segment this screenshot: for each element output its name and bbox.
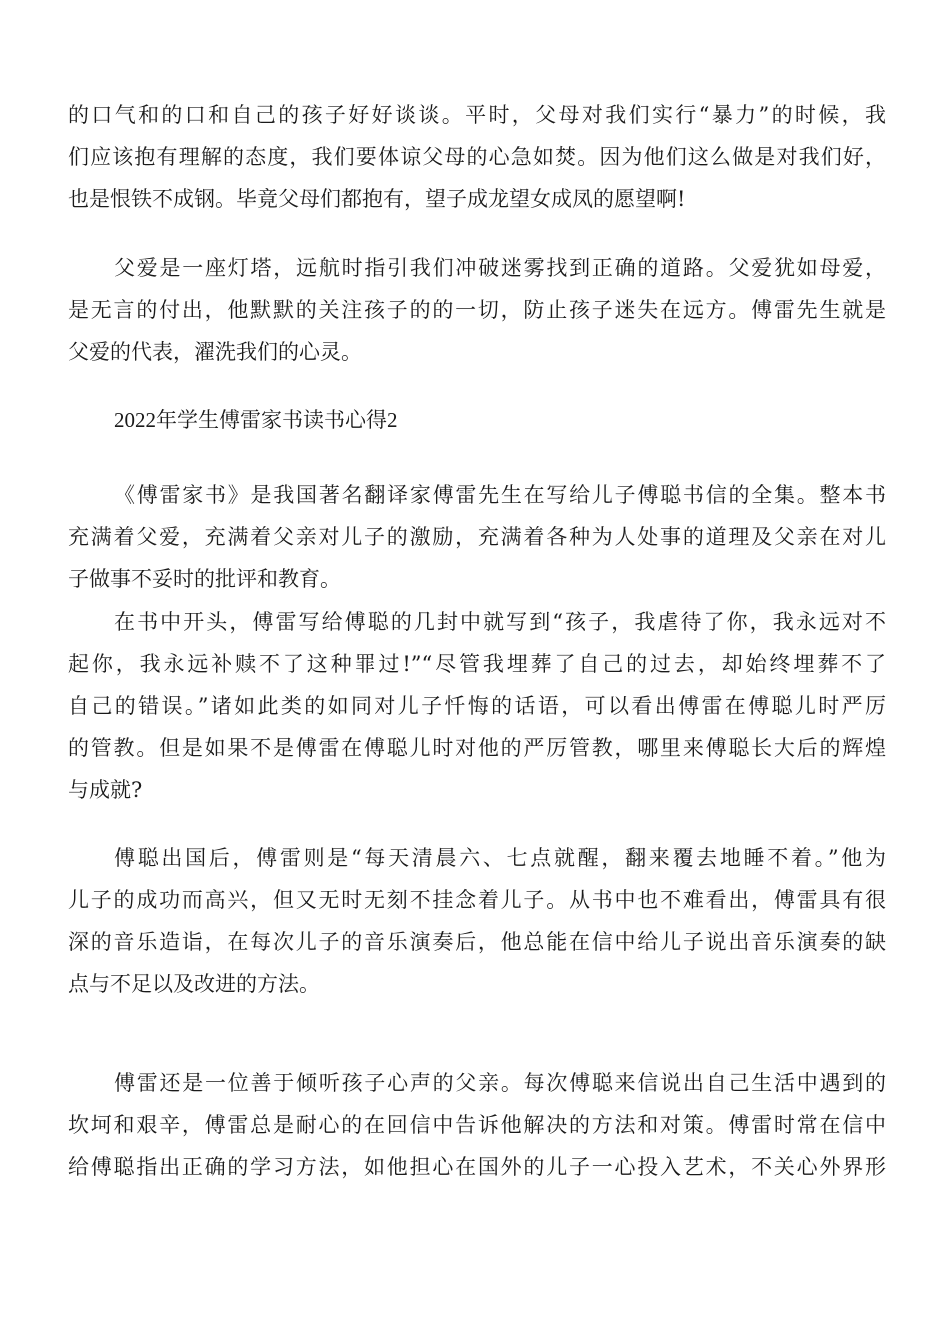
paragraph-line: 给傅聪指出正确的学习方法，如他担心在国外的儿子一心投入艺术，不关心外界形 (68, 1155, 886, 1179)
paragraph-line: 的口气和的口和自己的孩子好好谈谈。平时，父母对我们实行“暴力”的时候，我 (68, 103, 886, 127)
paragraph-line: 坎坷和艰辛，傅雷总是耐心的在回信中告诉他解决的方法和对策。傅雷时常在信中 (68, 1113, 886, 1137)
paragraph-line: 在书中开头，傅雷写给傅聪的几封中就写到“孩子，我虐待了你，我永远对不 (114, 610, 886, 634)
paragraph-line: 也是恨铁不成钢。毕竟父母们都抱有，望子成龙望女成凤的愿望啊! (68, 187, 686, 211)
paragraph-2 (68, 247, 886, 373)
paragraph-1 (68, 94, 886, 220)
paragraph-line: 们应该抱有理解的态度，我们要体谅父母的心急如焚。因为他们这么做是对我们好， (68, 145, 886, 169)
section-heading: 2022年学生傅雷家书读书心得2 (114, 408, 398, 432)
paragraph-line: 的管教。但是如果不是傅雷在傅聪儿时对他的严厉管教，哪里来傅聪长大后的辉煌 (68, 736, 886, 760)
paragraph-line: 与成就? (68, 778, 143, 802)
paragraph-line: 点与不足以及改进的方法。 (68, 972, 320, 996)
paragraph-line: 子做事不妥时的批评和教育。 (68, 567, 341, 591)
paragraph-line: 傅聪出国后，傅雷则是“每天清晨六、七点就醒，翻来覆去地睡不着。”他为 (114, 846, 886, 870)
paragraph-line: 充满着父爱，充满着父亲对儿子的激励，充满着各种为人处事的道理及父亲在对儿 (68, 525, 886, 549)
paragraph-line: 自己的错误。”诸如此类的如同对儿子忏悔的话语，可以看出傅雷在傅聪儿时严厉 (68, 694, 886, 718)
paragraph-line: 是无言的付出，他默默的关注孩子的的一切，防止孩子迷失在远方。傅雷先生就是 (68, 298, 886, 322)
paragraph-4 (68, 601, 886, 811)
paragraph-line: 父爱的代表，濯洗我们的心灵。 (68, 340, 362, 364)
paragraph-line: 父爱是一座灯塔，远航时指引我们冲破迷雾找到正确的道路。父爱犹如母爱， (114, 256, 886, 280)
paragraph-6 (68, 1062, 886, 1188)
paragraph-line: 深的音乐造诣，在每次儿子的音乐演奏后，他总能在信中给儿子说出音乐演奏的缺 (68, 930, 886, 954)
paragraph-line: 傅雷还是一位善于倾听孩子心声的父亲。每次傅聪来信说出自己生活中遇到的 (114, 1071, 886, 1095)
paragraph-5 (68, 837, 886, 1005)
paragraph-3 (68, 474, 886, 600)
paragraph-line: 起你，我永远补赎不了这种罪过!”“尽管我埋葬了自己的过去，却始终埋葬不了 (68, 652, 886, 676)
paragraph-line: 《傅雷家书》是我国著名翻译家傅雷先生在写给儿子傅聪书信的全集。整本书 (114, 483, 886, 507)
paragraph-line: 儿子的成功而高兴，但又无时无刻不挂念着儿子。从书中也不难看出，傅雷具有很 (68, 888, 886, 912)
